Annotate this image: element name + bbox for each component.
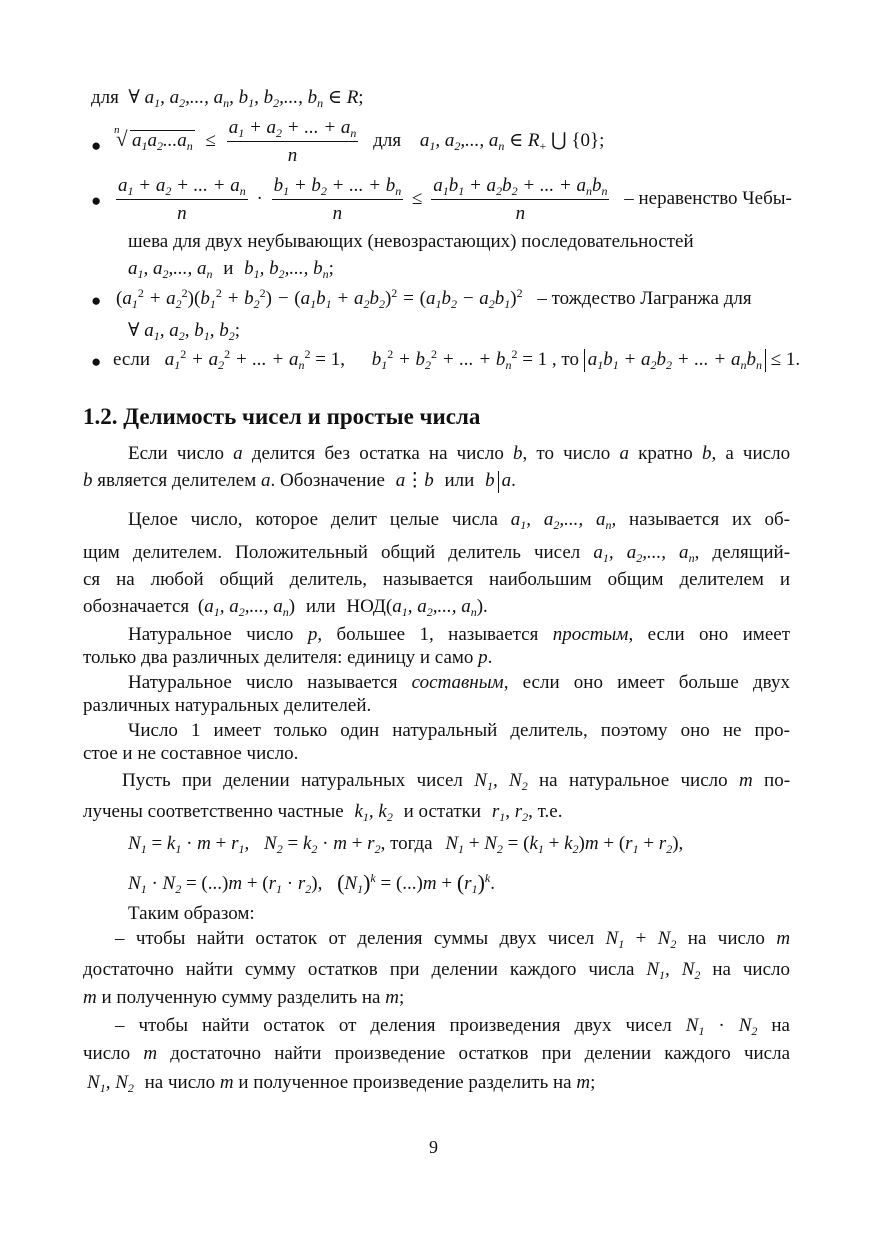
formula-chebyshev: $\frac{a_1 + a_2 + ... + a_n}{n}$ · $\frac{b_1 + b_2 + ... + b_n}{n}$ ≤ $\frac{a_1b_1 + a_2b_2 + ... + a_nb_n}{n}$ – неравенство Чебы- [118, 175, 792, 224]
conclusion-item1-line1: – чтобы найти остаток от деления суммы двух чисел $N_1 + N_2$ на число m [115, 928, 791, 951]
para2-line1: Целое число, которое делит целые числа $a_1$, $a_2$,..., $a_n$, называется их об- [128, 509, 791, 532]
para2-line4: обозначается ($a_1$, $a_2$,..., $a_n$) или $НОД(a_1$, $a_2$,..., $a_n$). [83, 596, 488, 619]
formula-forall: ∀ $a_1$, $a_2$,..., $a_n$, $b_1$, $b_2$,..., $b_n$ ∈ R; [128, 87, 364, 110]
text-for: для [91, 87, 119, 108]
page-number: 9 [429, 1137, 438, 1157]
bullet-icon: ● [91, 291, 102, 310]
conclusion-item2-line1: – чтобы найти остаток от деления произведения двух чисел $N_1 \cdot N_2$ на [115, 1015, 790, 1038]
formula-bound: если $a_1^2 + a_2^2$ + ... + $a_n^2 = 1$, $b_1^2 + b_2^2$ + ... + $b_n^2 = 1$ , то $a_1b_1 + a_2b_2$ + ... + $a_nb_n \le 1$. [113, 347, 801, 372]
para5-line1: Число 1 имеет только один натуральный делитель, поэтому оно не про- [128, 720, 790, 741]
text-thus: Таким образом: [128, 903, 255, 924]
formula-am-gm: √ n $a_1a_2...a_n$ ≤ $\frac{a_1 + a_2 + ... + a_n}{n}$ для $a_1$, $a_2$,..., $a_n$ ∈ $R_+$ ⋃ {0}; [116, 116, 604, 168]
formula-sequences: $a_1$, $a_2$,..., $a_n$ и $b_1$, $b_2$,..., $b_n$; [128, 258, 334, 281]
text-chebyshev-continuation: шева для двух неубывающих (невозрастающих) последовательностей [128, 231, 694, 252]
para2-line3: ся на любой общий делитель, называется наибольшим общим делителем и [83, 569, 790, 590]
text-chebyshev-label: – неравенство Чебы- [624, 188, 792, 210]
bullet-icon: ● [91, 352, 102, 371]
para4-line2: различных натуральных делителей. [83, 695, 372, 716]
formula-division-sum: $N_1 = k_1 \cdot m + r_1$, $N_2 = k_2 \cdot m + r_2$, тогда $N_1 + N_2 = (k_1 + k_2)m + (r_1 + r_2)$, [128, 833, 684, 856]
bullet-icon: ● [91, 191, 102, 210]
formula-domain: $a_1$, $a_2$,..., $a_n$ ∈ $R_+$ ⋃ {0}; [419, 130, 605, 154]
text-lagrange-label: – тождество Лагранжа для [537, 288, 752, 309]
bullet-icon: ● [91, 136, 102, 155]
formula-lagrange: $(a_1^2 + a_2^2)(b_1^2 + b_2^2) - (a_1b_1 + a_2b_2)^2 = (a_1b_2 - a_2b_1)^2$ – тождество Лагранжа для [116, 286, 752, 311]
para1-line2: b является делителем a. Обозначение a⋮b или b a. [83, 470, 516, 491]
para5-line2: стое и не составное число. [83, 743, 299, 764]
conclusion-item2-line2: число m достаточно найти произведение остатков при делении каждого числа [83, 1043, 791, 1064]
para1-line1: Если число a делится без остатка на число b, то число a кратно b, а число [128, 443, 791, 464]
para2-line2: щим делителем. Положительный общий делитель чисел $a_1$, $a_2$,..., $a_n$, делящий- [83, 542, 791, 565]
formula-lagrange-domain: ∀ $a_1$, $a_2$, $b_1$, $b_2$; [128, 320, 240, 343]
formula-forall-line [91, 86, 364, 109]
text-for: для [373, 130, 402, 152]
conclusion-item1-line2: достаточно найти сумму остатков при делении каждого числа $N_1$, $N_2$ на число [83, 959, 790, 982]
formula-division-product: $N_1 \cdot N_2 = (...)m + (r_1 \cdot r_2)$, $(N_1)^k = (...)m + (r_1)^k$. [128, 870, 495, 896]
formula-nth-root: √ n $a_1a_2...a_n$ [130, 130, 195, 152]
para3-line1: Натуральное число p, большее 1, называется простым, если оно имеет [128, 624, 791, 645]
conclusion-item2-line3: $N_1$, $N_2$ на число m и полученное произведение разделить на m; [87, 1072, 596, 1095]
conclusion-item1-line3: m и полученную сумму разделить на m; [83, 987, 405, 1008]
formula-mean-fraction: $\frac{a_1 + a_2 + ... + a_n}{n}$ [228, 117, 357, 166]
para6-line2: лучены соответственно частные $k_1$, $k_2$ и остатки $r_1$, $r_2$, т.е. [83, 801, 563, 824]
para4-line1: Натуральное число называется составным, если оно имеет больше двух [128, 672, 790, 693]
para3-line2: только два различных делителя: единицу и само p. [83, 647, 493, 668]
para6-line1: Пусть при делении натуральных чисел $N_1$, $N_2$ на натуральное число m по- [122, 770, 791, 793]
section-heading: 1.2. Делимость чисел и простые числа [83, 404, 481, 429]
